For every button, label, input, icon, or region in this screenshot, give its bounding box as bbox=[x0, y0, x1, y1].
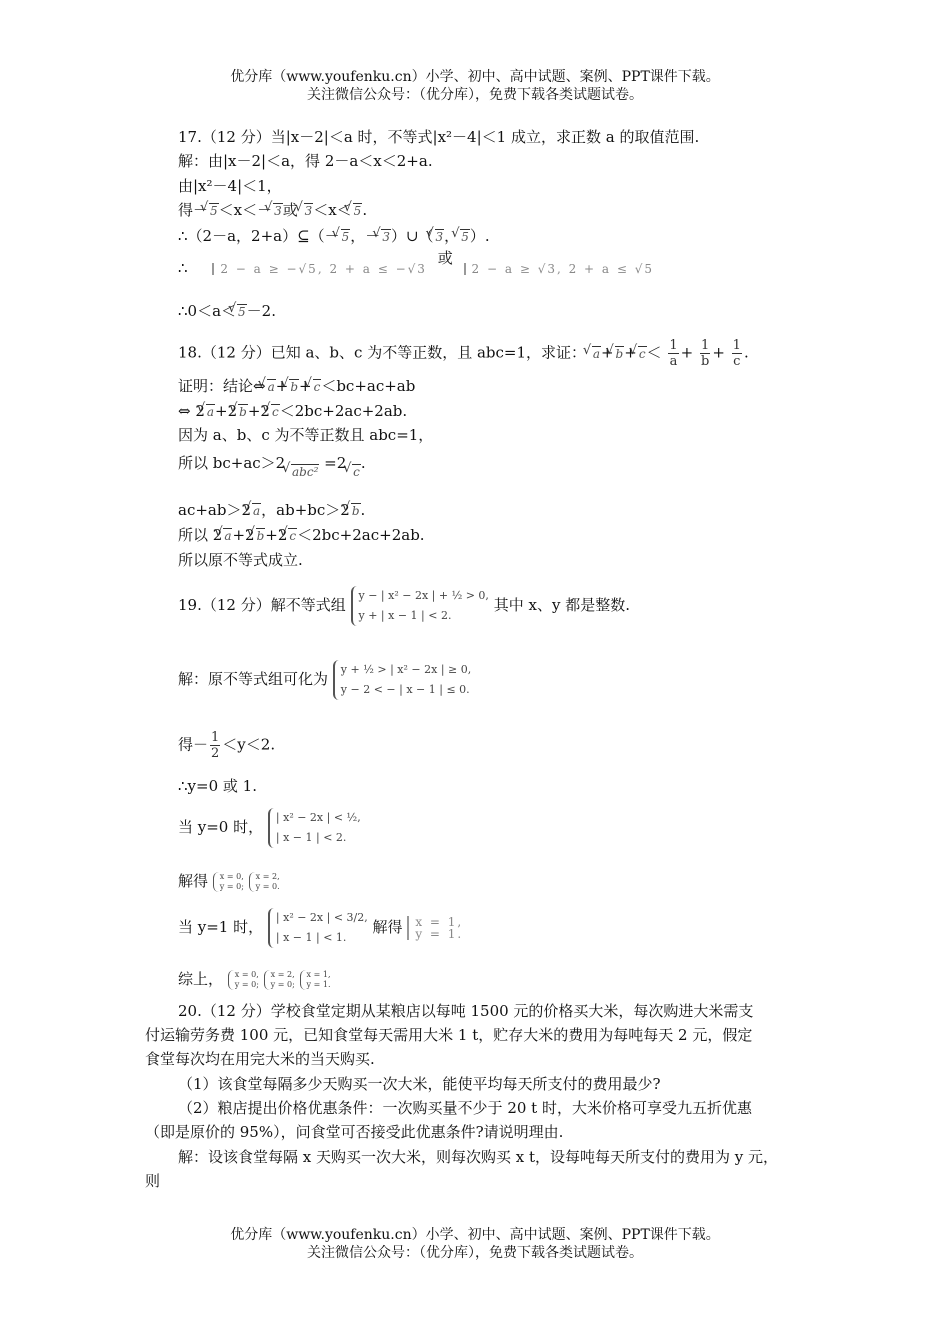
q17-step-1: 解：由|x－2|＜a，得 2－a＜x＜2+a. bbox=[178, 152, 433, 170]
q20-part-2: （2）粮店提出价格优惠条件：一次购买量不少于 20 t 时，大米价格可享受九五折优惠 bbox=[178, 1099, 752, 1117]
q19-step-3: ∴y=0 或 1. bbox=[178, 777, 257, 795]
q18-proof-2: ⇔ 2√ a+2√ b+2√ c＜2bc+2ac+2ab. bbox=[178, 400, 407, 422]
q18-statement: 18.（12 分）已知 a、b、c 为不等正数，且 abc=1，求证： √ a+√ b+√ c＜ $\frac{1}{a}$ + $\frac{1}{b}$ + $\frac{1}{c}$ . bbox=[178, 338, 749, 369]
q18-proof-6: 所以 2√ a+2√ b+2√ c＜2bc+2ac+2ab. bbox=[178, 524, 425, 546]
q18-proof-5: ac+ab＞2√ a，ab+bc＞2√ b. bbox=[178, 499, 365, 521]
q20-solution: 解：设该食堂每隔 x 天购买一次大米，则每次购买 x t，设每吨每天所支付的费用为 y 元， bbox=[178, 1148, 779, 1166]
q19-step-1: 解：原不等式组可化为 y + ½ > | x² − 2x | ≥ 0, y − 2 < − | x − 1 | ≤ 0. bbox=[178, 660, 471, 700]
q18-proof-4: 所以 bc+ac＞2 √ abc² =2 √ c. bbox=[178, 452, 366, 474]
q19-step-6: 当 y=1 时， | x² − 2x | < 3/2, | x − 1 | < 1. 解得 x = 1, y = 1. bbox=[178, 908, 463, 948]
q19-system: y − | x² − 2x | + ½ > 0, y + | x − 1 | < 2. bbox=[351, 586, 489, 626]
q17-system-a: 2 − a ≥ −√5, 2 + a ≤ −√3 bbox=[212, 263, 427, 275]
q19-statement: 19.（12 分）解不等式组 y − | x² − 2x | + ½ > 0, y + | x − 1 | < 2. 其中 x、y 都是整数. bbox=[178, 586, 630, 626]
q17-step-4: ∴（2－a，2+a）⊆（－√ 5，－√ 3）∪（√ 3，√ 5）. bbox=[178, 225, 490, 247]
q17-step-5: ∴ 2 − a ≥ −√5, 2 + a ≤ −√3 或 2 − a ≥ √3, 2 + a ≤ √5 bbox=[178, 249, 655, 277]
q18-proof-3: 因为 a、b、c 为不等正数且 abc=1， bbox=[178, 426, 434, 444]
q19-step-2: 得－ $\frac{1}{2}$ ＜y＜2. bbox=[178, 730, 276, 761]
q19-step-4: 当 y=0 时， | x² − 2x | < ½, | x − 1 | < 2. bbox=[178, 808, 361, 848]
footer-line-2: 关注微信公众号：（优分库），免费下载各类试题试卷。 bbox=[307, 1245, 643, 1261]
q20-part-2-cont: （即是原价的 95%），问食堂可否接受此优惠条件?请说明理由. bbox=[145, 1123, 564, 1141]
q18-proof-end: 所以原不等式成立. bbox=[178, 551, 303, 569]
q17-statement: 17.（12 分）当|x－2|＜a 时，不等式|x²－4|＜1 成立，求正数 a 的取值范围. bbox=[178, 128, 700, 146]
q18-proof-1: 证明：结论⇔√ a+√ b+√ c＜bc+ac+ab bbox=[178, 375, 415, 397]
q20-line-2: 付运输劳务费 100 元，已知食堂每天需用大米 1 t，贮存大米的费用为每吨每天 2 元，假定 bbox=[145, 1026, 753, 1044]
q17-conclusion: ∴0＜a＜√ 5－2. bbox=[178, 300, 276, 322]
q20-line-1: 20.（12 分）学校食堂定期从某粮店以每吨 1500 元的价格买大米，每次购进大米需支 bbox=[178, 1002, 754, 1020]
q19-summary: 综上， x = 0, y = 0; x = 2, y = 0; x = 1, y = 1. bbox=[178, 970, 331, 989]
q17-system-b: 2 − a ≥ √3, 2 + a ≤ √5 bbox=[464, 263, 655, 275]
q20-part-1: （1）该食堂每隔多少天购买一次大米，能使平均每天所支付的费用最少? bbox=[178, 1075, 661, 1093]
q20-line-3: 食堂每次均在用完大米的当天购买. bbox=[145, 1050, 375, 1068]
q20-solution-cont: 则 bbox=[145, 1172, 161, 1190]
header-line-1: 优分库（www.youfenku.cn）小学、初中、高中试题、案例、PPT课件下载。 bbox=[230, 69, 720, 85]
q17-step-2: 由|x²－4|＜1， bbox=[178, 177, 282, 195]
q19-step-5: 解得 x = 0, y = 0; x = 2, y = 0. bbox=[178, 872, 280, 891]
header-line-2: 关注微信公众号：（优分库），免费下载各类试题试卷。 bbox=[307, 87, 643, 103]
q17-step-3: 得－√ 5＜x＜－√ 3或 √ 3＜x＜√ 5. bbox=[178, 199, 367, 221]
footer-line-1: 优分库（www.youfenku.cn）小学、初中、高中试题、案例、PPT课件下载。 bbox=[230, 1227, 720, 1243]
